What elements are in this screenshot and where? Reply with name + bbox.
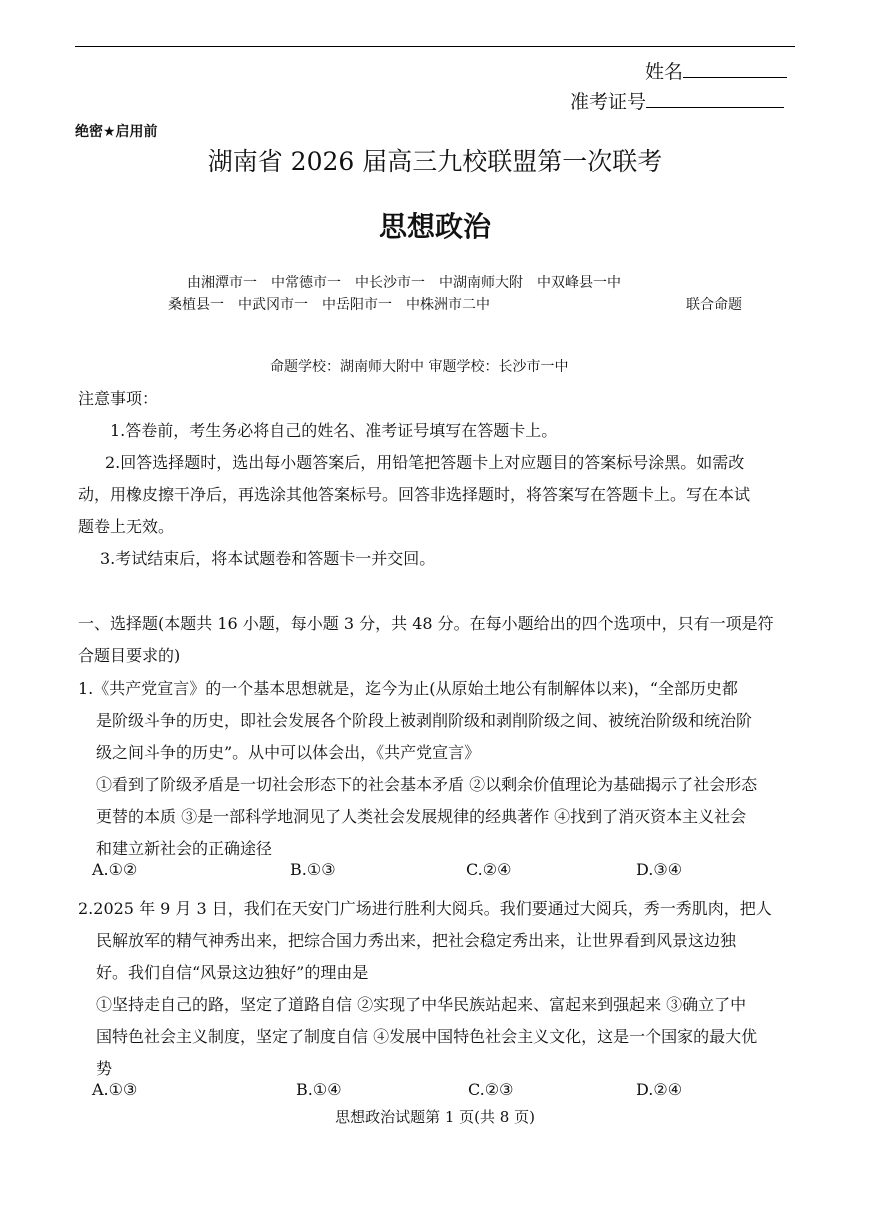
q2-option-c: C.②③ <box>468 1080 514 1099</box>
page-footer: 思想政治试题第 1 页(共 8 页) <box>335 1108 535 1126</box>
joint-setting: 联合命题 <box>686 297 742 313</box>
q1-line-6: 和建立新社会的正确途径 <box>96 839 273 858</box>
q2-line-2: 民解放军的精气神秀出来，把综合国力秀出来，把社会稳定秀出来，让世界看到风景这边独 <box>96 931 737 950</box>
q1-line-5: 更替的本质 ③是一部科学地洞见了人类社会发展规律的经典著作 ④找到了消灭资本主义社会 <box>96 807 747 826</box>
exam-title: 湖南省 2026 届高三九校联盟第一次联考 <box>207 147 663 176</box>
q1-line-3: 级之间斗争的历史”。从中可以体会出，《共产党宣言》 <box>96 743 481 762</box>
q1-option-b: B.①③ <box>290 860 336 879</box>
notice-item-3: 3.考试结束后，将本试题卷和答题卡一并交回。 <box>100 549 436 568</box>
q1-option-a: A.①② <box>92 860 138 879</box>
q1-option-c: C.②④ <box>466 860 512 879</box>
q2-option-b: B.①④ <box>296 1080 342 1099</box>
exam-id-field <box>570 87 784 114</box>
top-rule <box>75 46 795 47</box>
confidential-mark: 绝密★启用前 <box>75 124 158 140</box>
q1-option-d: D.③④ <box>636 860 683 879</box>
q2-line-4: ①坚持走自己的路，坚定了道路自信 ②实现了中华民族站起来、富起来到强起来 ③确立了中 <box>96 995 747 1014</box>
q1-line-4: ①看到了阶级矛盾是一切社会形态下的社会基本矛盾 ②以剩余价值理论为基础揭示了社会形态 <box>96 775 758 794</box>
section-heading-line-2: 合题目要求的) <box>78 646 181 665</box>
q2-line-3: 好。我们自信“风景这边独好”的理由是 <box>96 963 369 982</box>
notice-item-1: 1.答卷前，考生务必将自己的姓名、准考证号填写在答题卡上。 <box>110 421 558 440</box>
section-heading-line-1: 一、选择题(本题共 16 小题，每小题 3 分，共 48 分。在每小题给出的四个选项中，只有一项是符 <box>78 614 774 633</box>
q2-option-d: D.②④ <box>636 1080 683 1099</box>
subject-title: 思想政治 <box>378 210 491 243</box>
notice-item-2-line-1: 2.回答选择题时，选出每小题答案后，用铅笔把答题卡上对应题目的答案标号涂黑。如需改 <box>105 453 745 472</box>
name-blank <box>683 59 787 78</box>
q2-line-6: 势 <box>96 1059 113 1078</box>
name-field <box>645 57 787 84</box>
notice-item-2-line-2: 动，用橡皮擦干净后，再选涂其他答案标号。回答非选择题时，将答案写在答题卡上。写在本试 <box>78 485 751 504</box>
notice-heading: 注意事项： <box>78 389 159 408</box>
setter-schools: 命题学校：湖南师大附中 审题学校：长沙市一中 <box>270 359 569 375</box>
q2-option-a: A.①③ <box>92 1080 138 1099</box>
notice-item-2-line-3: 题卷上无效。 <box>78 517 175 536</box>
q2-line-5: 国特色社会主义制度，坚定了制度自信 ④发展中国特色社会主义文化，这是一个国家的最大优 <box>96 1027 758 1046</box>
exam-id-label: 准考证号 <box>570 91 647 113</box>
schools-line-1: 由湘潭市一 中常德市一 中长沙市一 中湖南师大附 中双峰县一中 <box>187 275 621 291</box>
exam-id-blank <box>646 89 784 108</box>
q1-line-2: 是阶级斗争的历史，即社会发展各个阶段上被剥削阶级和剥削阶级之间、被统治阶级和统治阶 <box>96 711 753 730</box>
q2-line-1: 2.2025 年 9 月 3 日，我们在天安门广场进行胜利大阅兵。我们要通过大阅兵，秀一秀肌肉，把人 <box>78 899 772 918</box>
name-label: 姓名 <box>645 61 684 83</box>
q1-line-1: 1.《共产党宣言》的一个基本思想就是，迄今为止(从原始土地公有制解体以来)，“全部历史都 <box>78 679 738 698</box>
schools-line-2: 桑植县一 中武冈市一 中岳阳市一 中株洲市二中 <box>168 297 490 313</box>
